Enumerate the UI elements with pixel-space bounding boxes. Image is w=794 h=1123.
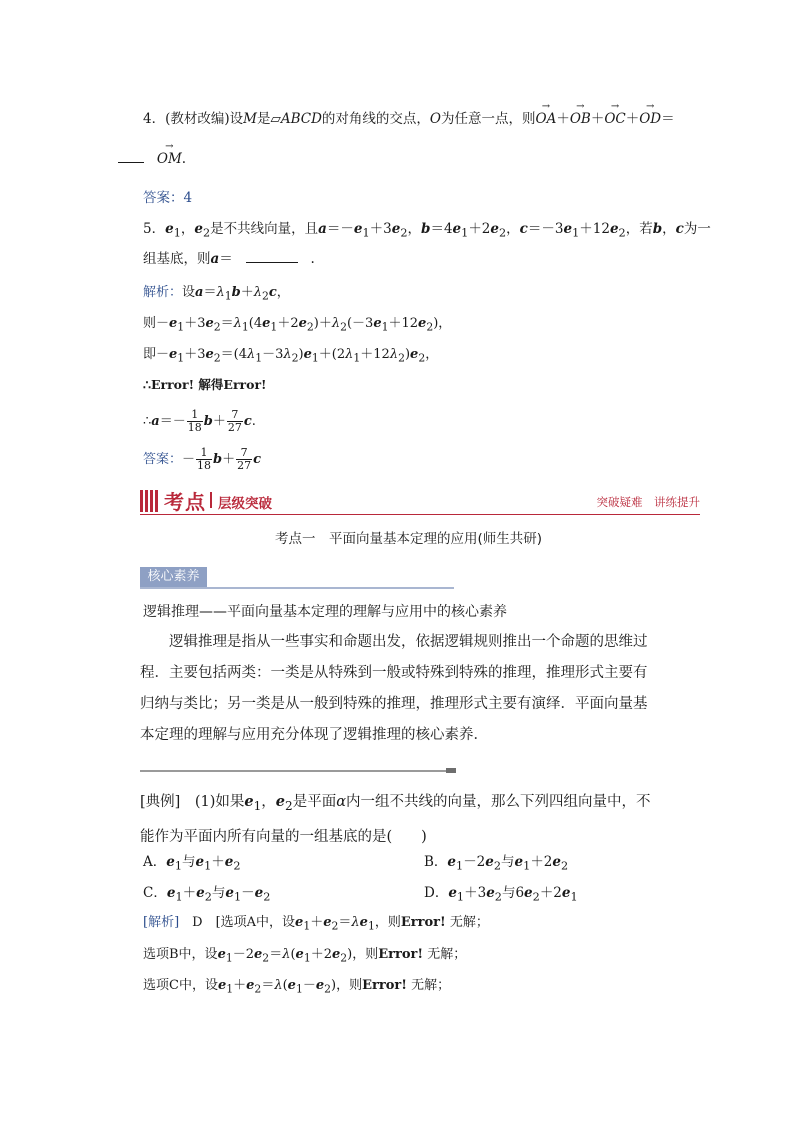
option-d: D．$e_1+3e_2$与$6e_2+2e_1$ (424, 885, 578, 904)
q5-jiexi-3: 即$-e_1+3e_2=(4\lambda_1-3\lambda_2)e_1+(2\lambda_1+12\lambda_2)e_2$， (143, 347, 439, 365)
q5-jiexi-5: ∴a＝－ $\frac{1}{18}$ b＋ $\frac{7}{27}$ c. (143, 408, 256, 434)
section-paragraph: 逻辑推理是指从一些事实和命题出发，依据逻辑规则推出一个命题的思维过程．主要包括两类：一类是从特殊到一般或特殊到特殊的推理，推理形式主要有归纳与类比；另一类是从一般到特殊的推理，推理形式主要有演绎．平面向量基本定理的理解与应用充分体现了逻辑推理的核心素养． (140, 634, 648, 743)
kaodian-banner (140, 488, 700, 515)
banner-separator (210, 492, 212, 508)
banner-cengji: 层级突破 (218, 496, 272, 512)
banner-right: 突破疑难 讲练提升 (596, 495, 700, 509)
example-stem: [典例] (1)如果$e_1$，$e_2$是平面α内一组不共线的向量，那么下列四组向量中，不能作为平面内所有向量的一组基底的是( ) (140, 793, 651, 845)
solution-line2: 选项B中，设$e_1-2e_2=\lambda(e_1+2e_2)$，则Error! 无解； (143, 947, 467, 965)
section-subtitle: 逻辑推理——平面向量基本定理的理解与应用中的核心素养 (143, 604, 507, 620)
q5-jiexi-4: ∴Error! 解得Error! (143, 377, 267, 392)
banner-stripes (140, 490, 160, 512)
solution-line3: 选项C中，设$e_1+e_2=\lambda(e_1-e_2)$，则Error! 无解； (143, 978, 451, 996)
q5-line2: 组基底，则a＝ . (143, 251, 315, 267)
q5-line1: 5．$e_1$，$e_2$是不共线向量，且$a=-e_1+3e_2$，$b=4e_1+2e_2$，$c=-3e_1+12e_2$，若b，c为一 (143, 221, 711, 240)
banner-kaodian: 考点 (164, 490, 206, 514)
q5-jiexi-2: 则$-e_1+3e_2=\lambda_1(4e_1+2e_2)+\lambda_2(-3e_1+12e_2)$， (143, 316, 452, 334)
q5-jiexi-1: 解析：设$a=\lambda_1b+\lambda_2c$， (143, 285, 290, 303)
divider-end (446, 768, 456, 773)
solution-line1: [解析] D [选项A中，设$e_1+e_2=\lambda e_1$，则Error! 无解； (143, 915, 489, 933)
hexin-rule (140, 587, 454, 589)
option-c: C．$e_1+e_2$与$e_1-e_2$ (143, 885, 271, 904)
q4-answer: 答案：4 (143, 190, 193, 206)
q5-answer: 答案：－ $\frac{1}{18}$ b＋ $\frac{7}{27}$ c (143, 446, 262, 472)
divider-line (140, 770, 446, 772)
q4-line1: 4．(教材改编)设M是▱ABCD的对角线的交点，O为任意一点，则→ OA＋→ OB＋→ OC＋→ OD＝ (143, 110, 675, 128)
option-a: A．$e_1$与$e_1+e_2$ (143, 854, 241, 873)
q4-line2: → OM. (118, 150, 186, 168)
section-title: 考点一 平面向量基本定理的应用(师生共研) (275, 531, 543, 547)
option-b: B．$e_1-2e_2$与$e_1+2e_2$ (424, 854, 569, 873)
hexin-label: 核心素养 (140, 567, 207, 587)
